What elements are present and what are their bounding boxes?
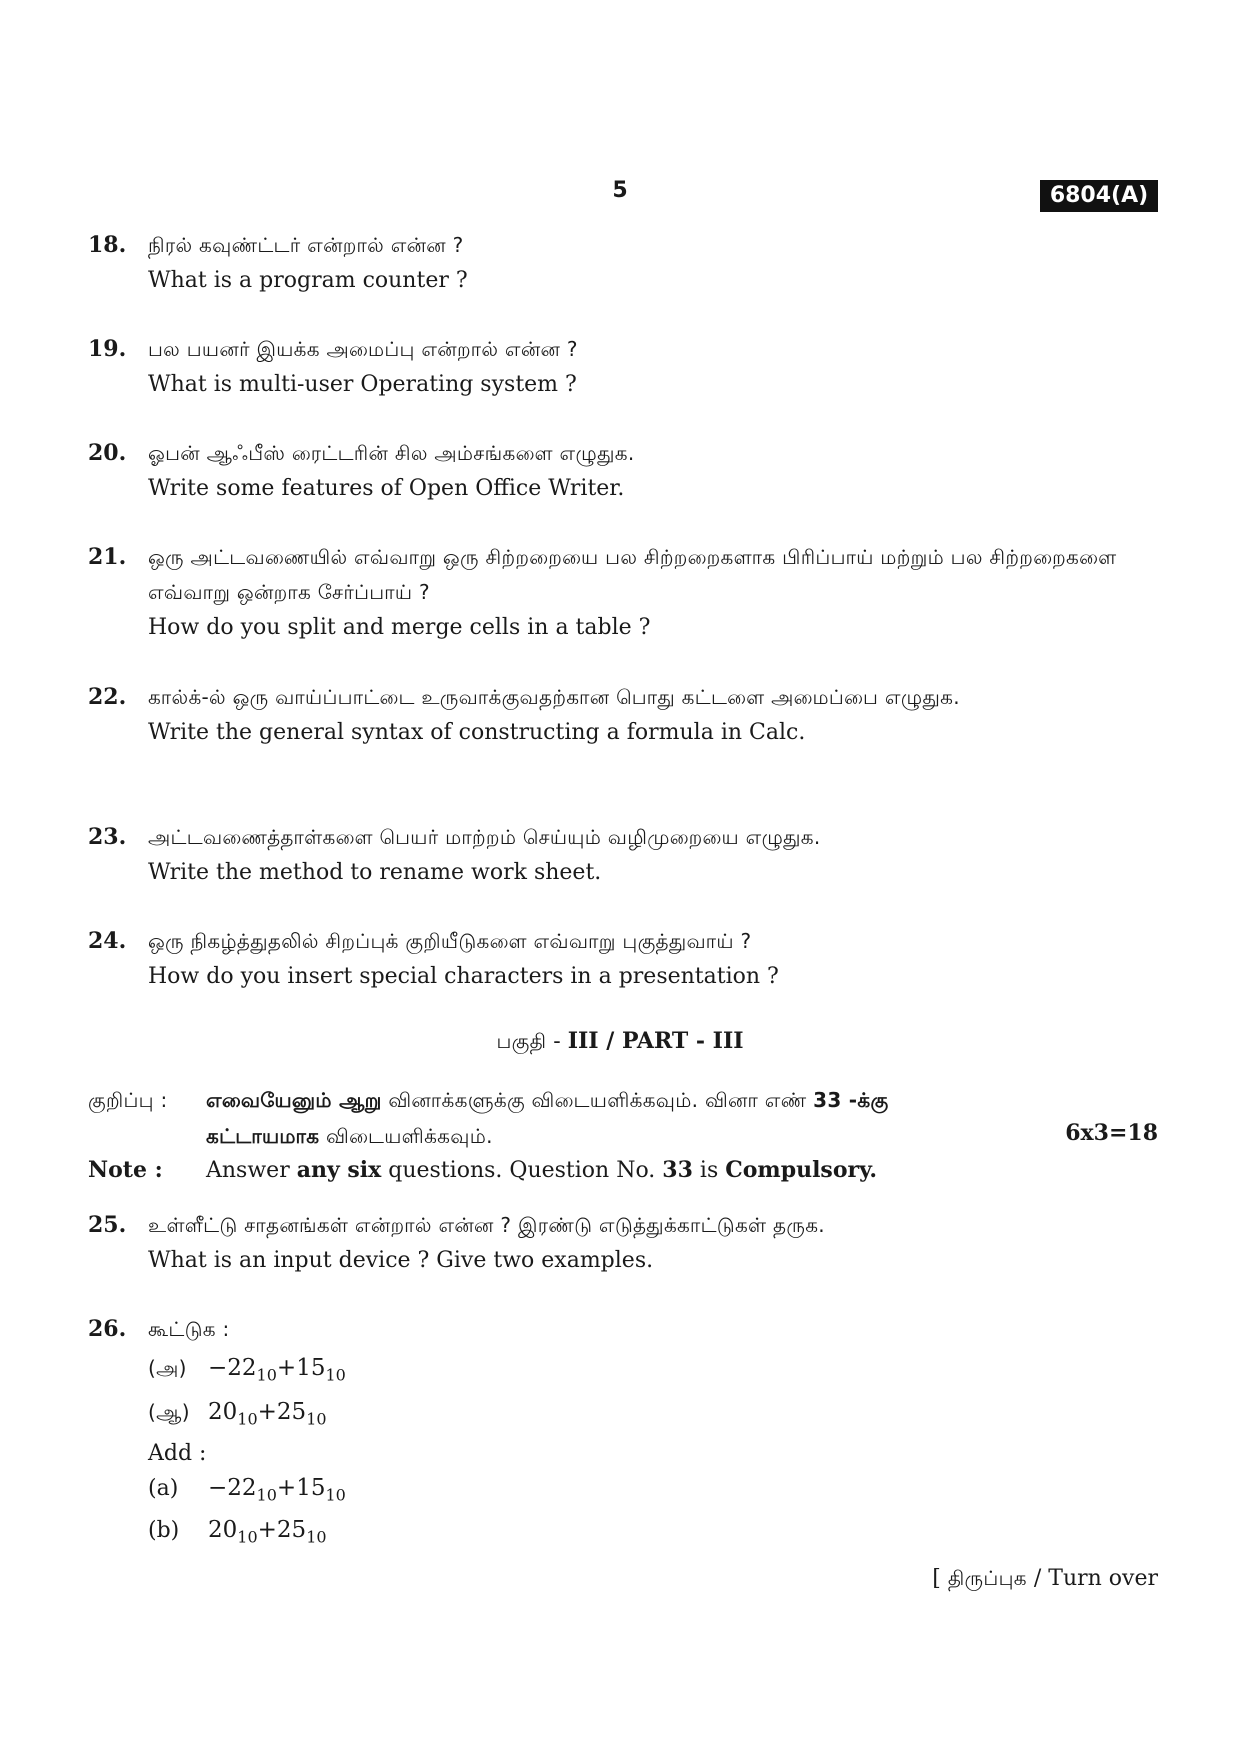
question-text-english: What is an input device ? Give two examples. <box>148 1248 654 1273</box>
question-text-tamil: நிரல் கவுண்ட்டர் என்றால் என்ன ? <box>148 233 464 257</box>
footer-english: Turn over <box>1048 1566 1158 1591</box>
question-19 <box>88 332 1158 402</box>
question-text-english: Write some features of Open Office Writer. <box>148 476 625 501</box>
question-text-tamil: உள்ளீட்டு சாதனங்கள் என்றால் என்ன ? இரண்டு எடுத்துக்காட்டுகள் தருக. <box>148 1213 825 1237</box>
note-tamil <box>88 1082 1158 1154</box>
note-text: questions. Question No. <box>381 1158 663 1183</box>
question-number: 20. <box>88 440 127 466</box>
sub-question-label: (a) <box>148 1476 179 1502</box>
footer-bracket: [ <box>932 1566 948 1591</box>
question-26 <box>88 1312 1158 1554</box>
question-text-tamil: அட்டவணைத்தாள்களை பெயர் மாற்றம் செய்யும் வழிமுறையை எழுதுக. <box>148 825 821 849</box>
question-text-english: What is multi-user Operating system ? <box>148 372 577 397</box>
sub-question <box>148 1513 1158 1555</box>
question-21 <box>88 540 1158 645</box>
note-emphasis: 33 -க்கு கட்டாயமாக <box>206 1088 889 1148</box>
question-number: 19. <box>88 336 127 362</box>
question-22 <box>88 680 1158 750</box>
note-text: வினாக்களுக்கு விடையளிக்கவும். வினா எண் <box>381 1088 814 1112</box>
paper-code-badge: 6804(A) <box>1040 180 1158 212</box>
question-number: 18. <box>88 232 127 258</box>
question-25 <box>88 1208 1158 1278</box>
question-number: 23. <box>88 824 127 850</box>
question-text-english: Add : <box>148 1441 207 1467</box>
question-number: 22. <box>88 684 127 710</box>
part-roman: III <box>567 1028 599 1054</box>
note-emphasis: எவையேனும் ஆறு <box>206 1088 382 1112</box>
question-text-tamil: ஒரு அட்டவணையில் எவ்வாறு ஒரு சிற்றறையை பல சிற்றறைகளாக பிரிப்பாய் மற்றும் பல சிற்றறைகளை எவ்வாறு ஒன்றாக சேர்ப்பாய் ? <box>148 545 1117 604</box>
part-heading <box>0 1028 1240 1056</box>
part-label-english: PART - III <box>621 1028 744 1054</box>
sub-question <box>148 1471 1158 1513</box>
question-24 <box>88 924 1158 994</box>
note-emphasis: any six <box>296 1157 382 1183</box>
question-number: 24. <box>88 928 127 954</box>
question-18 <box>88 228 1158 298</box>
part-separator: - <box>546 1029 568 1054</box>
note-label-tamil: குறிப்பு : <box>88 1088 168 1112</box>
note-text: விடையளிக்கவும். <box>319 1124 493 1148</box>
question-text-tamil: ஓபன் ஆஃபீஸ் ரைட்டரின் சில அம்சங்களை எழுதுக. <box>148 441 635 465</box>
question-20 <box>88 436 1158 506</box>
question-text-english: Write the general syntax of constructing a formula in Calc. <box>148 720 806 745</box>
page-number: 5 <box>612 178 628 203</box>
question-text-english: What is a program counter ? <box>148 268 468 293</box>
note-text: is <box>692 1158 726 1183</box>
sub-question <box>148 1351 1158 1393</box>
sum-expression: $20_{10}+25_{10}$ <box>208 1398 327 1429</box>
note-text: Answer <box>206 1158 297 1183</box>
marks-allocation: 6x3=18 <box>1065 1120 1158 1146</box>
question-number: 26. <box>88 1316 127 1342</box>
part-label-tamil: பகுதி <box>496 1029 547 1053</box>
question-text-english: How do you split and merge cells in a table ? <box>148 615 651 640</box>
question-number: 25. <box>88 1212 127 1238</box>
turn-over-footer <box>800 1566 1158 1593</box>
question-text-tamil: கூட்டுக : <box>148 1317 230 1341</box>
question-text-tamil: பல பயனர் இயக்க அமைப்பு என்றால் என்ன ? <box>148 337 578 361</box>
note-english <box>88 1153 1158 1188</box>
question-23 <box>88 820 1158 890</box>
question-text-english: How do you insert special characters in a presentation ? <box>148 964 779 989</box>
sub-question-label: (b) <box>148 1517 180 1543</box>
question-text-english: Write the method to rename work sheet. <box>148 860 602 885</box>
question-text-tamil: கால்க்-ல் ஒரு வாய்ப்பாட்டை உருவாக்குவதற்கான பொது கட்டளை அமைப்பை எழுதுக. <box>148 685 960 709</box>
footer-tamil: திருப்புக <box>947 1566 1027 1590</box>
sum-expression: $-22_{10}+15_{10}$ <box>208 1355 346 1385</box>
part-slash: / <box>598 1028 622 1054</box>
sub-question-label: (அ) <box>148 1356 187 1380</box>
sub-question <box>148 1395 1158 1437</box>
footer-separator: / <box>1026 1566 1049 1591</box>
note-label-english: Note : <box>88 1157 163 1183</box>
sum-expression: $-22_{10}+15_{10}$ <box>208 1475 346 1505</box>
question-number: 21. <box>88 544 127 570</box>
note-emphasis: 33 <box>662 1157 693 1183</box>
note-emphasis: Compulsory. <box>725 1157 877 1183</box>
sub-question-label: (ஆ) <box>148 1399 190 1424</box>
sum-expression: $20_{10}+25_{10}$ <box>208 1516 327 1547</box>
question-text-tamil: ஒரு நிகழ்த்துதலில் சிறப்புக் குறியீடுகளை எவ்வாறு புகுத்துவாய் ? <box>148 929 752 953</box>
